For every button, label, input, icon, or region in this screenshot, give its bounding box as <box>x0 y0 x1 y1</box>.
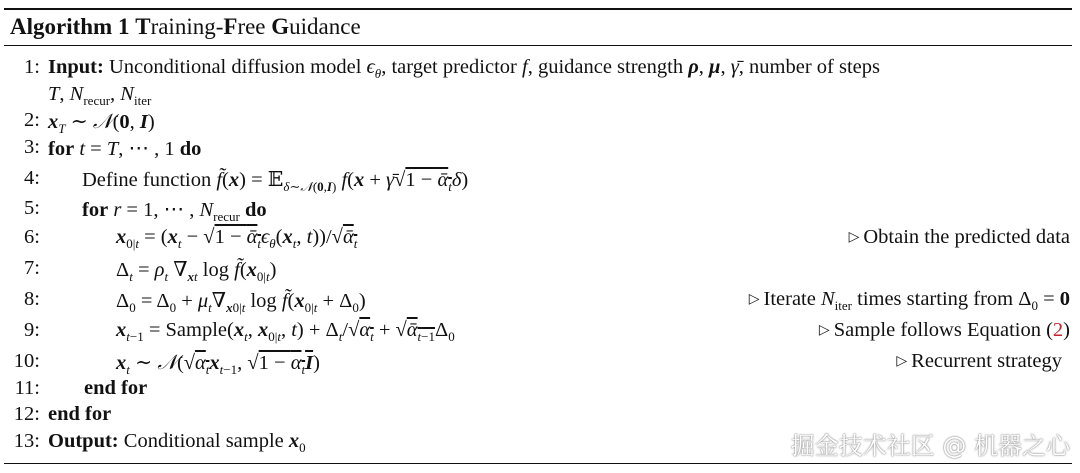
line-comment: ▷ Recurrent strategy <box>896 350 1062 372</box>
line-number: 3: <box>24 136 40 158</box>
line-body: $x_{0|t} = (x_t - √1$ − $ᾱ_t\epsilon_\theta(x_t$, t))/√ᾱ$_t$ <box>116 226 358 251</box>
algo-line-3 <box>4 136 1072 166</box>
line-keyword: end for <box>84 377 148 399</box>
algo-line-7 <box>4 257 1072 287</box>
watermark: 掘金技术社区 @ 机器之心 <box>790 432 1070 460</box>
line-comment: ▷ Iterate $N_{iter}$ times starting from $\Delta_0 = 0$ <box>748 288 1070 313</box>
line-keyword: end for <box>48 403 112 425</box>
equation-reference-link[interactable]: 2 <box>1052 319 1064 341</box>
line-body: Define function f̃(x) = 𝔼$_{\delta\sim 𝒩(0,I)}$ f(x + γ̄√1 − ᾱ$_t$δ) <box>82 169 469 194</box>
line-body: $\Delta_0 = \Delta_0 + \mu_t\nabla_{x0|t}$ $\log f̃(x_{0|t} + \Delta_0)$ <box>116 290 366 315</box>
algo-line-10 <box>4 350 1072 380</box>
line-body: $x_T$ ∼ 𝒩(0, I) <box>48 111 155 136</box>
top-rule <box>4 8 1072 10</box>
line-number: 7: <box>24 257 40 279</box>
algo-line-5 <box>4 197 1072 227</box>
line-keyword: Input: <box>48 56 104 78</box>
line-number: 4: <box>24 167 40 189</box>
algo-line-6 <box>4 226 1072 256</box>
line-number: 12: <box>13 403 40 425</box>
line-number: 10: <box>13 350 40 372</box>
line-body: Output: Conditional sample $x_0$ <box>48 430 306 455</box>
line-number: 9: <box>24 319 40 341</box>
algo-line-8 <box>4 288 1072 318</box>
line-body: $x_{t-1}$ = $Sample(x_t$, $x_{0|t}$, $t) + \Delta_t/√\alpha_t$ + $√ᾱ_{t-1}\Delta_0$ <box>116 319 455 344</box>
line-number: 13: <box>13 430 40 452</box>
algorithm-label: Algorithm 1 <box>10 14 130 39</box>
line-number: 11: <box>14 377 40 399</box>
line-number: 8: <box>24 288 40 310</box>
algo-line-1 <box>4 56 1072 86</box>
line-number: 2: <box>24 109 40 131</box>
line-body: $x_t$ ∼ $𝒩(√\alpha_tx_{t-1}$, $√1 - \alpha_tI$) <box>116 352 320 377</box>
bottom-rule <box>4 463 1072 464</box>
line-body: $\Delta_t = \rho_t$ $\nabla_{xt}$ $\log f̃(x_{0|t})$ <box>116 259 277 284</box>
line-body: for r = 1, ⋯ , $N_{recur}$ do <box>82 199 267 224</box>
algo-line-9 <box>4 319 1072 349</box>
line-number: 1: <box>24 56 40 78</box>
title-rule <box>4 45 1072 46</box>
line-body: for t = T, ⋯ , 1 do <box>48 138 202 160</box>
line-body: T, $N_{recur}$, $N_{iter}$ <box>48 83 152 108</box>
algorithm-title <box>10 14 361 40</box>
algorithm-name: Training-Free Guidance <box>135 14 361 39</box>
line-comment: ▷ Obtain the predicted data <box>848 226 1070 248</box>
algo-line-4 <box>4 167 1072 197</box>
line-number: 5: <box>24 197 40 219</box>
line-number: 6: <box>24 226 40 248</box>
algo-line-2 <box>4 109 1072 139</box>
line-body: Input: Unconditional diffusion model $\epsilon_\theta$, target predictor f, guidance strength ρ, μ, γ̄, number of steps <box>48 56 880 81</box>
line-comment: ▷ Sample follows Equation (2) <box>818 319 1070 341</box>
